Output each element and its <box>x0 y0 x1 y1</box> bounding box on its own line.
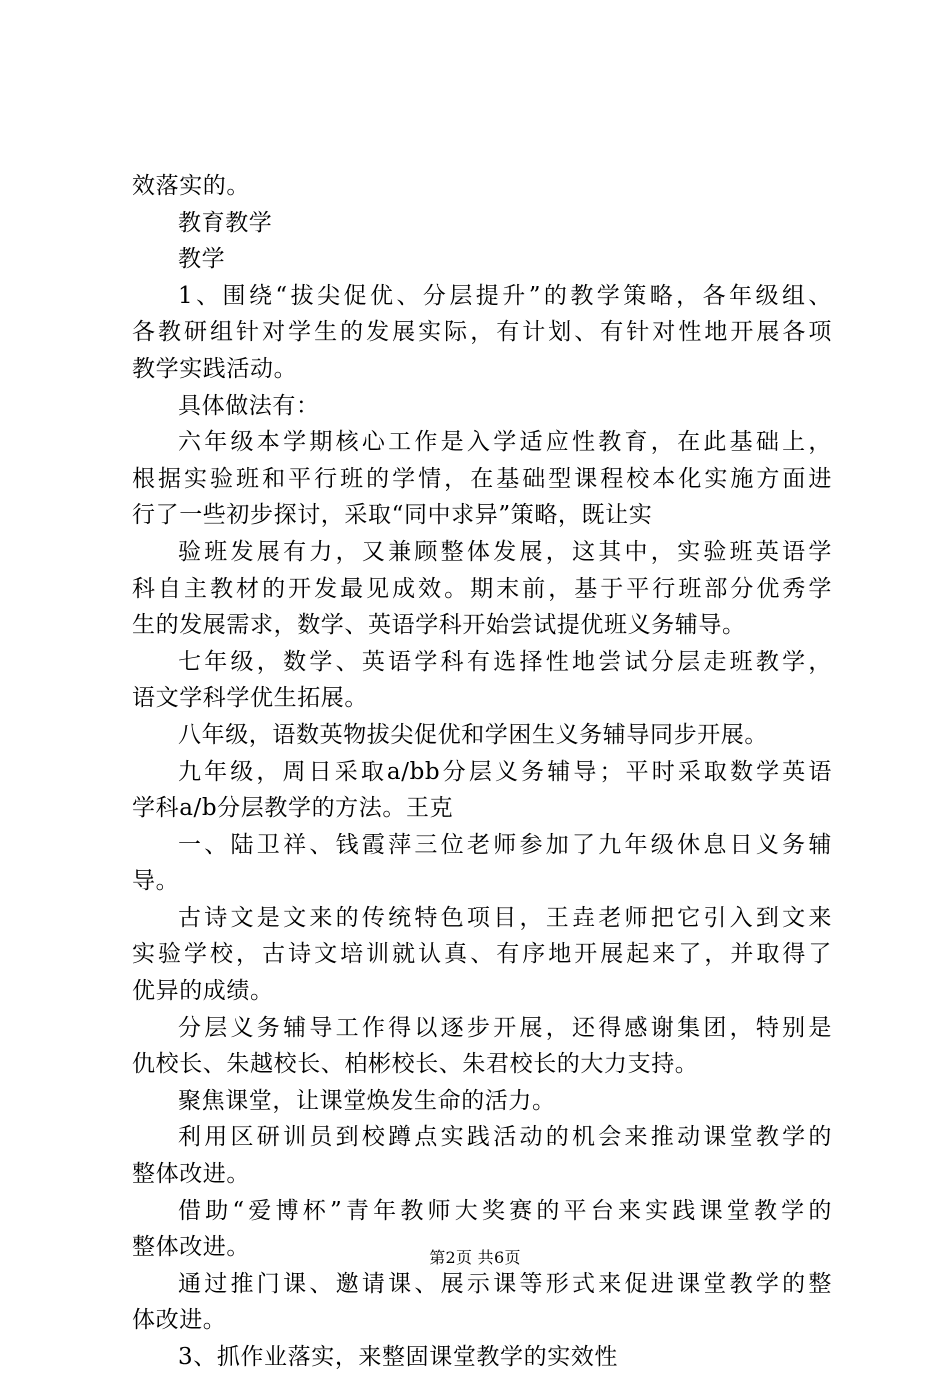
text-line: 生的发展需求，数学、英语学科开始尝试提优班义务辅导。 <box>132 612 746 639</box>
text-line: 语文学科学优生拓展。 <box>132 685 368 712</box>
document-body <box>132 168 832 1376</box>
page-footer: 第2页 共6页 <box>429 1248 521 1267</box>
text-line: 教学 <box>178 246 226 273</box>
text-line: 3、抓作业落实，来整固课堂教学的实效性 <box>178 1344 619 1370</box>
text-line: 教育教学 <box>178 209 273 236</box>
text-line: 古诗文是文来的传统特色项目，王垚老师把它引入到文来 <box>178 904 832 931</box>
text-line: 学科a/b分层教学的方法。王克 <box>132 795 454 822</box>
text-line: 七年级，数学、英语学科有选择性地尝试分层走班教学， <box>178 648 832 675</box>
text-line: 效落实的。 <box>132 173 250 199</box>
text-line: 体改进。 <box>132 1307 227 1334</box>
text-line: 分层义务辅导工作得以逐步开展，还得感谢集团，特别是 <box>178 1014 832 1041</box>
text-line: 导。 <box>132 868 180 895</box>
text-line: 六年级本学期核心工作是入学适应性教育，在此基础上， <box>178 429 832 456</box>
text-line: 九年级，周日采取a/bb分层义务辅导；平时采取数学英语 <box>178 758 832 785</box>
text-line: 行了一些初步探讨，采取“同中求异”策略，既让实 <box>132 502 653 529</box>
text-line: 借助“爱博杯”青年教师大奖赛的平台来实践课堂教学的 <box>178 1197 832 1224</box>
text-line: 实验学校，古诗文培训就认真、有序地开展起来了，并取得了 <box>132 941 832 968</box>
text-line: 利用区研训员到校蹲点实践活动的机会来推动课堂教学的 <box>178 1124 832 1151</box>
text-line: 八年级，语数英物拔尖促优和学困生义务辅导同步开展。 <box>178 721 768 748</box>
text-line: 1、围绕“拔尖促优、分层提升”的教学策略，各年级组、 <box>178 282 832 309</box>
text-line: 仇校长、朱越校长、柏彬校长、朱君校长的大力支持。 <box>132 1051 699 1078</box>
text-line: 一、陆卫祥、钱霞萍三位老师参加了九年级休息日义务辅 <box>178 831 832 858</box>
text-line: 根据实验班和平行班的学情，在基础型课程校本化实施方面进 <box>132 465 832 492</box>
text-line: 整体改进。 <box>132 1234 250 1261</box>
text-line: 科自主教材的开发最见成效。期末前，基于平行班部分优秀学 <box>132 575 832 602</box>
text-line: 各教研组针对学生的发展实际，有计划、有针对性地开展各项 <box>132 319 832 346</box>
text-line: 聚焦课堂，让课堂焕发生命的活力。 <box>178 1087 556 1114</box>
text-line: 教学实践活动。 <box>132 355 298 382</box>
text-line: 整体改进。 <box>132 1161 250 1188</box>
text-line: 优异的成绩。 <box>132 978 274 1005</box>
text-line: 验班发展有力，又兼顾整体发展，这其中，实验班英语学 <box>178 538 832 565</box>
text-line: 通过推门课、邀请课、展示课等形式来促进课堂教学的整 <box>178 1270 832 1297</box>
text-line: 具体做法有： <box>178 392 320 419</box>
